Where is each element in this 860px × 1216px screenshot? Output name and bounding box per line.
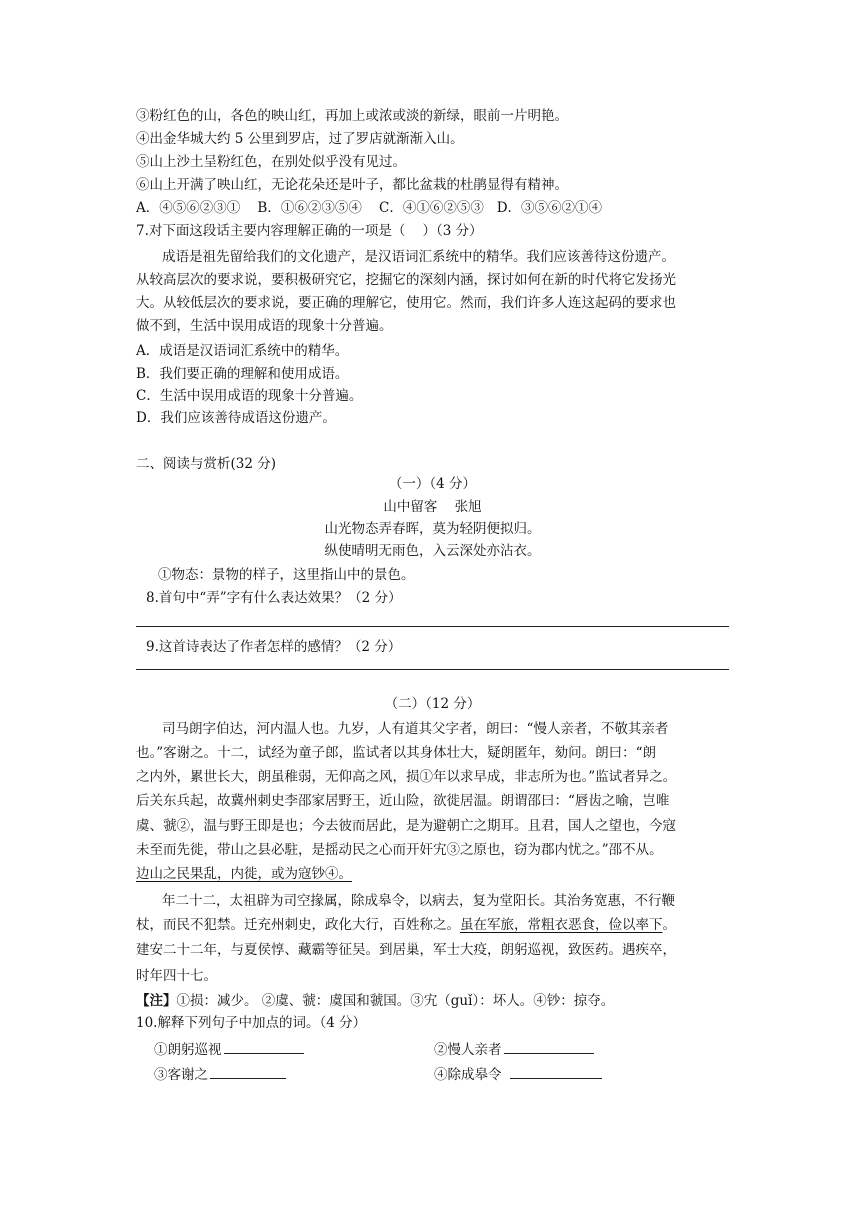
poem-title: 山中留客 张旭 — [383, 499, 482, 515]
part2-heading: （二）（12 分） — [384, 696, 481, 712]
q7-stem: 7.对下面这段话主要内容理解正确的一项是（ ）（3 分） — [136, 223, 483, 239]
q6-sentence-5: ⑤山上沙土呈粉红色，在别处似乎没有见过。 — [136, 154, 406, 170]
q10-answer-blank-3[interactable] — [210, 1062, 286, 1079]
q10-item-label: ②慢人亲者 — [434, 1042, 502, 1058]
prose-line-with-underline — [136, 915, 676, 935]
q10-item-label: ①朗躬巡视 — [154, 1042, 222, 1058]
prose-underlined-sentence: 边山之民果乱，内徙，或为寇钞④。 — [136, 866, 352, 882]
note-label: 【注】 — [136, 993, 177, 1009]
prose-line: 年二十二，太祖辟为司空掾属，除成皋令，以病去，复为堂阳长。其治务宽惠，不行鞭 — [162, 893, 675, 909]
prose-line: 司马朗字伯达，河内温人也。九岁，人有道其父字者，朗曰：“慢人亲者，不敬其亲者 — [162, 721, 669, 737]
annotation-note — [136, 991, 614, 1011]
q10-item-label: ③客谢之 — [154, 1067, 208, 1083]
prose-line: 时年四十七。 — [136, 968, 217, 984]
q7-passage-line: 成语是祖先留给我们的文化遗产，是汉语词汇系统中的精华。我们应该善待这份遗产。 — [162, 249, 675, 265]
prose-line: 之内外，累世长大，朗虽稚弱，无仰高之风，损①年以求早成，非志所为也。”监试者异之。 — [136, 769, 677, 785]
q6-options: A．④⑤⑥②③① B．①⑥②③⑤④ C．④①⑥②⑤③ D．③⑤⑥②①④ — [136, 200, 603, 216]
q10-answer-blank-4[interactable] — [510, 1062, 602, 1079]
prose-text: 。 — [662, 917, 676, 933]
q8-answer-line[interactable] — [136, 626, 729, 627]
q10-item-3 — [154, 1062, 286, 1085]
q7-passage-line: 大。从较低层次的要求说，要正确的理解它，使用它。然而，我们许多人连这起码的要求也 — [136, 295, 676, 311]
q7-passage-line: 从较高层次的要求说，要积极研究它，挖掘它的深刻内涵，探讨如何在新的时代将它发扬光 — [136, 272, 676, 288]
prose-line: 虞、虢②，温与野王即是也；今去彼而居此，是为避朝亡之期耳。且君，国人之望也，今寇 — [136, 818, 676, 834]
q10-answer-blank-1[interactable] — [224, 1037, 304, 1054]
q10-item-2 — [434, 1037, 594, 1060]
q9-answer-line[interactable] — [136, 669, 729, 670]
section-heading: 二、阅读与赏析(32 分) — [136, 456, 277, 472]
q10-item-label: ④除成皋令 — [434, 1067, 502, 1083]
prose-line: 后关东兵起，故冀州刺史李邵家居野王，近山险，欲徙居温。朗谓邵曰：“唇齿之喻，岂唯 — [136, 793, 670, 809]
q7-passage-line: 做不到，生活中误用成语的现象十分普遍。 — [136, 318, 393, 334]
q6-sentence-6: ⑥山上开满了映山红，无论花朵还是叶子，都比盆栽的杜鹃显得有精神。 — [136, 177, 568, 193]
poem-line: 纵使晴明无雨色，入云深处亦沾衣。 — [324, 543, 541, 559]
poem-line: 山光物态弄春晖，莫为轻阴便拟归。 — [324, 521, 541, 537]
prose-text: 杖，而民不犯禁。迁充州刺史，政化大行，百姓称之。 — [136, 917, 460, 933]
note-text: ①损：减少。 ②虞、虢：虞国和虢国。③宄（guǐ）：坏人。④钞：掠夺。 — [176, 993, 615, 1009]
q8-stem: 8.首句中“弄”字有什么表达效果？（2 分） — [146, 590, 402, 606]
q7-option-b: B．我们要正确的理解和使用成语。 — [136, 366, 349, 382]
q6-sentence-4: ④出金华城大约 5 公里到罗店，过了罗店就渐渐入山。 — [136, 131, 464, 147]
prose-line: 未至而先徙，带山之县必駐，是摇动民之心而开奸宄③之原也，窃为郡内忧之。”邵不从。 — [136, 842, 663, 858]
prose-line: 也。”客谢之。十二，试经为童子郎，监试者以其身体壮大，疑朗匿年，劾问。朗曰：“朗 — [136, 745, 657, 761]
q7-option-d: D．我们应该善待成语这份遗产。 — [136, 410, 336, 426]
poem-note: ①物态：景物的样子，这里指山中的景色。 — [158, 567, 415, 583]
part1-heading: （一）（4 分） — [388, 476, 477, 492]
q10-item-4 — [434, 1062, 602, 1085]
q10-answer-blank-2[interactable] — [504, 1037, 594, 1054]
q9-stem: 9.这首诗表达了作者怎样的感情？（2 分） — [146, 639, 402, 655]
prose-underlined-sentence: 虽在军旅，常粗衣恶食，俭以率下 — [460, 917, 663, 933]
q10-item-1 — [154, 1037, 304, 1060]
prose-line: 建安二十二年，与夏侯惇、藏霸等征吴。到居巢，军士大疫，朗躬巡视，致医药。遇疾卒， — [136, 942, 676, 958]
q7-option-c: C．生活中误用成语的现象十分普遍。 — [136, 388, 363, 404]
q10-stem: 10.解释下列句子中加点的词。（4 分） — [136, 1015, 367, 1031]
q6-sentence-3: ③粉红色的山，各色的映山红，再加上或浓或淡的新绿，眼前一片明艳。 — [136, 108, 568, 124]
q7-option-a: A．成语是汉语词汇系统中的精华。 — [136, 343, 349, 359]
